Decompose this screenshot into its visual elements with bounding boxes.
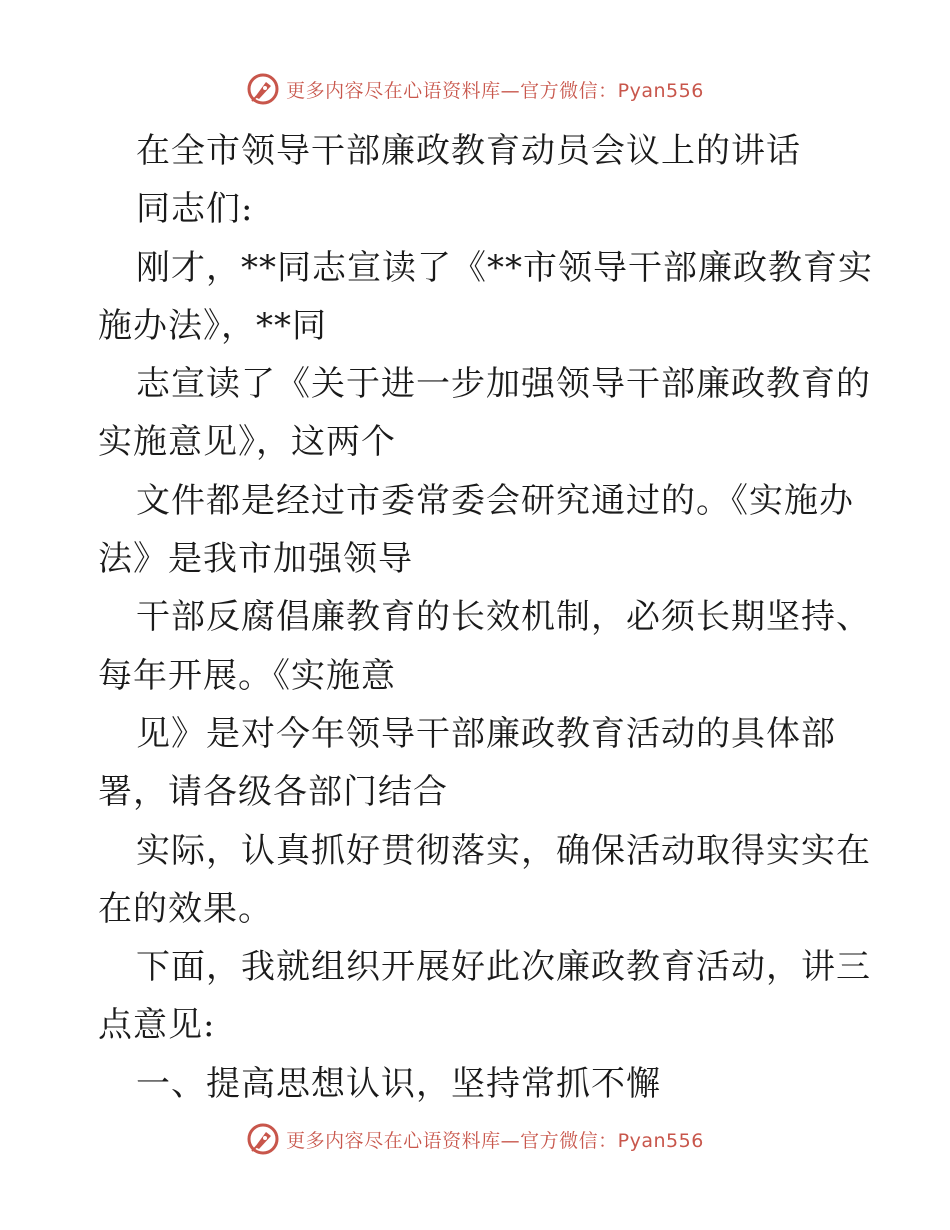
- footer-banner: [0, 1122, 950, 1156]
- header-banner: [0, 72, 950, 106]
- salutation: 同志们:: [136, 189, 254, 230]
- paragraph-line: 法》是我市加强领导: [98, 539, 413, 580]
- paragraph-line: 下面，我就组织开展好此次廉政教育活动，讲三: [136, 947, 871, 988]
- paragraph-line: 志宣读了《关于进一步加强领导干部廉政教育的: [136, 364, 871, 405]
- paragraph-line: 署，请各级各部门结合: [98, 772, 448, 813]
- paragraph-line: 实施意见》，这两个: [98, 422, 396, 463]
- paragraph-line: 在的效果。: [98, 888, 273, 929]
- paragraph-line: 每年开展。《实施意: [98, 655, 396, 696]
- document-body: [98, 122, 873, 1113]
- paragraph-line: 文件都是经过市委常委会研究通过的。《实施办: [136, 480, 854, 521]
- pen-nib-logo-icon: [246, 1122, 280, 1156]
- pen-nib-logo-icon: [246, 72, 280, 106]
- paragraph-line: 点意见:: [98, 1005, 216, 1046]
- header-banner-text: 更多内容尽在心语资料库—官方微信：Pyan556: [286, 79, 704, 102]
- paragraph-line: 刚才，**同志宣读了《**市领导干部廉政教育实: [136, 247, 873, 288]
- speech-title: 在全市领导干部廉政教育动员会议上的讲话: [136, 131, 801, 171]
- paragraph-line: 施办法》，**同: [98, 305, 327, 346]
- section-heading: 一、提高思想认识，坚持常抓不懈: [136, 1063, 661, 1104]
- paragraph-line: 干部反腐倡廉教育的长效机制，必须长期坚持、: [136, 597, 871, 638]
- footer-banner-text: 更多内容尽在心语资料库—官方微信：Pyan556: [286, 1129, 704, 1152]
- paragraph-line: 实际，认真抓好贯彻落实，确保活动取得实实在: [136, 830, 871, 871]
- paragraph-line: 见》是对今年领导干部廉政教育活动的具体部: [136, 713, 836, 754]
